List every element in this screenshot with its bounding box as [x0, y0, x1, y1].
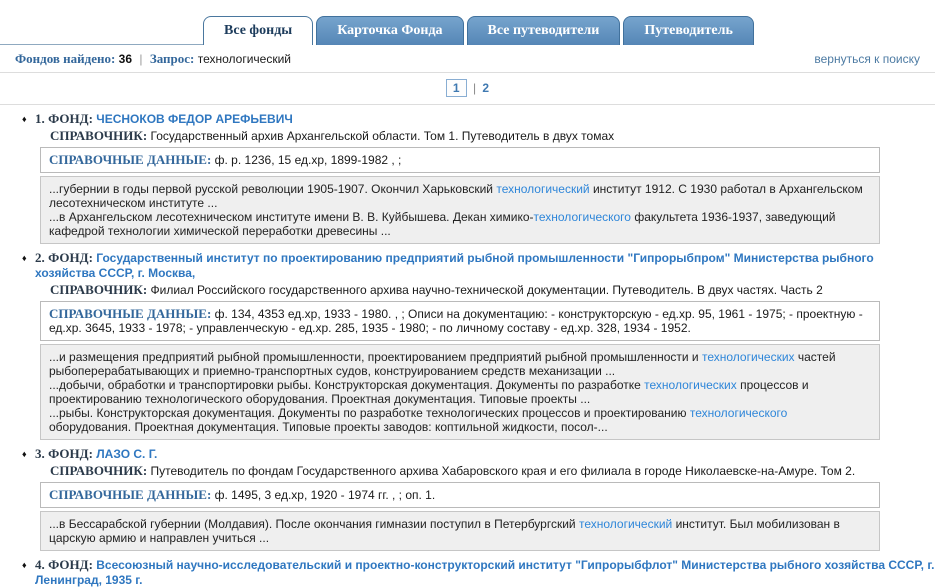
snippet-text: частей рыбоперерабатывающих и приемно-транспортных судов, конструированием средств механизации ...	[49, 350, 836, 378]
reference-data-label: СПРАВОЧНЫЕ ДАННЫЕ:	[49, 152, 212, 167]
snippet-text: ...и размещения предприятий рыбной промышленности, проектированием предприятий рыбной промышленности и	[49, 350, 702, 364]
snippet-paragraph	[49, 210, 871, 238]
results-summary	[15, 51, 291, 67]
found-label: Фондов найдено:	[15, 51, 116, 66]
spravochnik-line	[22, 128, 935, 144]
snippet-text: ...добычи, обработки и транспортировки рыбы. Конструкторская документация. Документы по разработке	[49, 378, 645, 392]
fond-label: ФОНД:	[48, 446, 93, 461]
fond-number: 3.	[35, 446, 45, 461]
highlighted-term: технологический	[578, 517, 673, 531]
spravochnik-text: Филиал Российского государственного архива научно-технической документации. Путеводитель. В двух частях. Часть 2	[150, 283, 823, 297]
fond-title-link[interactable]: ЛАЗО С. Г.	[96, 447, 158, 461]
found-count: 36	[118, 52, 133, 66]
diamond-bullet-icon: ♦	[22, 114, 27, 124]
back-to-search-link[interactable]: вернуться к поиску	[814, 52, 920, 66]
fond-title-link[interactable]: ЧЕСНОКОВ ФЕДОР АРЕФЬЕВИЧ	[96, 112, 293, 126]
fond-title-link[interactable]: Всесоюзный научно-исследовательский и проектно-конструкторский институт "Гипрорыбфлот" Министерства рыбного хозяйства СССР, г. Ленинград, 1935 г.	[35, 558, 935, 587]
result-header	[22, 557, 935, 588]
fond-number: 2.	[35, 250, 45, 265]
snippet-box	[40, 344, 880, 440]
result-header	[22, 250, 935, 281]
fond-number: 1.	[35, 111, 45, 126]
tab-active[interactable]	[203, 16, 313, 45]
reference-data-box	[40, 482, 880, 508]
tab-label: Все фонды	[224, 23, 293, 38]
fond-label: ФОНД:	[48, 111, 93, 126]
pagination-current-page: 1	[446, 79, 467, 97]
highlighted-term: технологических	[701, 350, 795, 364]
pagination	[0, 73, 935, 105]
highlighted-term: технологического	[533, 210, 631, 224]
snippet-text: ...рыбы. Конструкторская документация. Документы по разработке технологических процессов и проектированию	[49, 406, 690, 420]
diamond-bullet-icon: ♦	[22, 560, 27, 570]
snippet-paragraph	[49, 517, 871, 545]
fond-label: ФОНД:	[48, 250, 93, 265]
results-list	[0, 105, 935, 551]
tab-label: Путеводитель	[644, 23, 733, 38]
header-separator: |	[139, 52, 143, 66]
snippet-text: институт 1912. С 1930 работал в Архангельском лесотехническом институте ...	[49, 182, 863, 210]
tab-label: Все путеводители	[487, 23, 600, 38]
snippet-text: факультета 1936-1937, заведующий кафедрой технологии химической переработки древесины ...	[49, 210, 836, 238]
result-header	[22, 111, 935, 127]
search-result	[22, 250, 935, 440]
snippet-text: ...губернии в годы первой русской революции 1905-1907. Окончил Харьковский	[49, 182, 497, 196]
snippet-text: ...в Архангельском лесотехническом институте имени В. В. Куйбышева. Декан химико-	[49, 210, 534, 224]
diamond-bullet-icon: ♦	[22, 449, 27, 459]
highlighted-term: технологических	[644, 378, 737, 392]
spravochnik-text: Путеводитель по фондам Государственного архива Хабаровского края и его филиала в городе Николаевске-на-Амуре. Том 2.	[150, 464, 856, 478]
tab-strip	[0, 0, 935, 45]
spravochnik-label: СПРАВОЧНИК:	[50, 282, 148, 297]
snippet-paragraph	[49, 406, 871, 434]
spravochnik-line	[22, 282, 935, 298]
snippet-text: процессов и проектированию технологического оборудования. Проектная документация. Типовые проекты ...	[49, 378, 809, 406]
snippet-text: ...в Бессарабской губернии (Молдавия). После окончания гимназии поступил в Петербургский	[49, 517, 579, 531]
results-header-row	[0, 45, 935, 73]
reference-data-text: ф. 134, 4353 ед.хр, 1933 - 1980. , ; Описи на документацию: - конструкторскую - ед.хр. 95, 1961 - 1975; - проектную - ед.хр. 3645, 1933 - 1978; - управленческую - ед.хр. 285, 1935 - 1980; - по личному составу - ед.хр. 328, 1934 - 1952.	[49, 307, 863, 335]
result-header	[22, 446, 935, 462]
reference-data-box	[40, 301, 880, 341]
query-label: Запрос:	[149, 51, 195, 66]
tab-inactive[interactable]	[467, 16, 621, 45]
snippet-text: институт. Был мобилизован в царскую армию и направлен учиться ...	[49, 517, 840, 545]
tab-label: Карточка Фонда	[337, 23, 443, 38]
snippet-paragraph	[49, 350, 871, 378]
diamond-bullet-icon: ♦	[22, 253, 27, 263]
tab-inactive[interactable]	[316, 16, 463, 45]
reference-data-label: СПРАВОЧНЫЕ ДАННЫЕ:	[49, 487, 212, 502]
reference-data-box	[40, 147, 880, 173]
snippet-paragraph	[49, 378, 871, 406]
spravochnik-line	[22, 463, 935, 479]
pagination-page-2-link[interactable]: 2	[482, 81, 490, 95]
spravochnik-text: Государственный архив Архангельской области. Том 1. Путеводитель в двух томах	[150, 129, 615, 143]
query-value: технологический	[197, 52, 291, 66]
fond-label: ФОНД:	[48, 557, 93, 572]
fond-title-link[interactable]: Государственный институт по проектированию предприятий рыбной промышленности "Гипрорыбпром" Министерства рыбного хозяйства СССР, г. Москва,	[35, 251, 874, 280]
fond-number: 4.	[35, 557, 45, 572]
tab-inactive[interactable]	[623, 16, 754, 45]
pagination-separator: |	[472, 81, 477, 95]
snippet-text: оборудования. Проектная документация. Типовые проекты заводов: коптильной жидкости, посол-...	[49, 420, 608, 434]
reference-data-text: ф. р. 1236, 15 ед.хр, 1899-1982 , ;	[214, 153, 402, 167]
highlighted-term: технологического	[689, 406, 788, 420]
snippet-box	[40, 176, 880, 244]
clipped-results	[0, 557, 935, 588]
search-result	[22, 446, 935, 551]
spravochnik-label: СПРАВОЧНИК:	[50, 463, 148, 478]
reference-data-text: ф. 1495, 3 ед.хр, 1920 - 1974 гг. , ; оп. 1.	[214, 488, 436, 502]
highlighted-term: технологический	[496, 182, 590, 196]
spravochnik-label: СПРАВОЧНИК:	[50, 128, 148, 143]
snippet-box	[40, 511, 880, 551]
search-result	[22, 111, 935, 244]
snippet-paragraph	[49, 182, 871, 210]
reference-data-label: СПРАВОЧНЫЕ ДАННЫЕ:	[49, 306, 212, 321]
